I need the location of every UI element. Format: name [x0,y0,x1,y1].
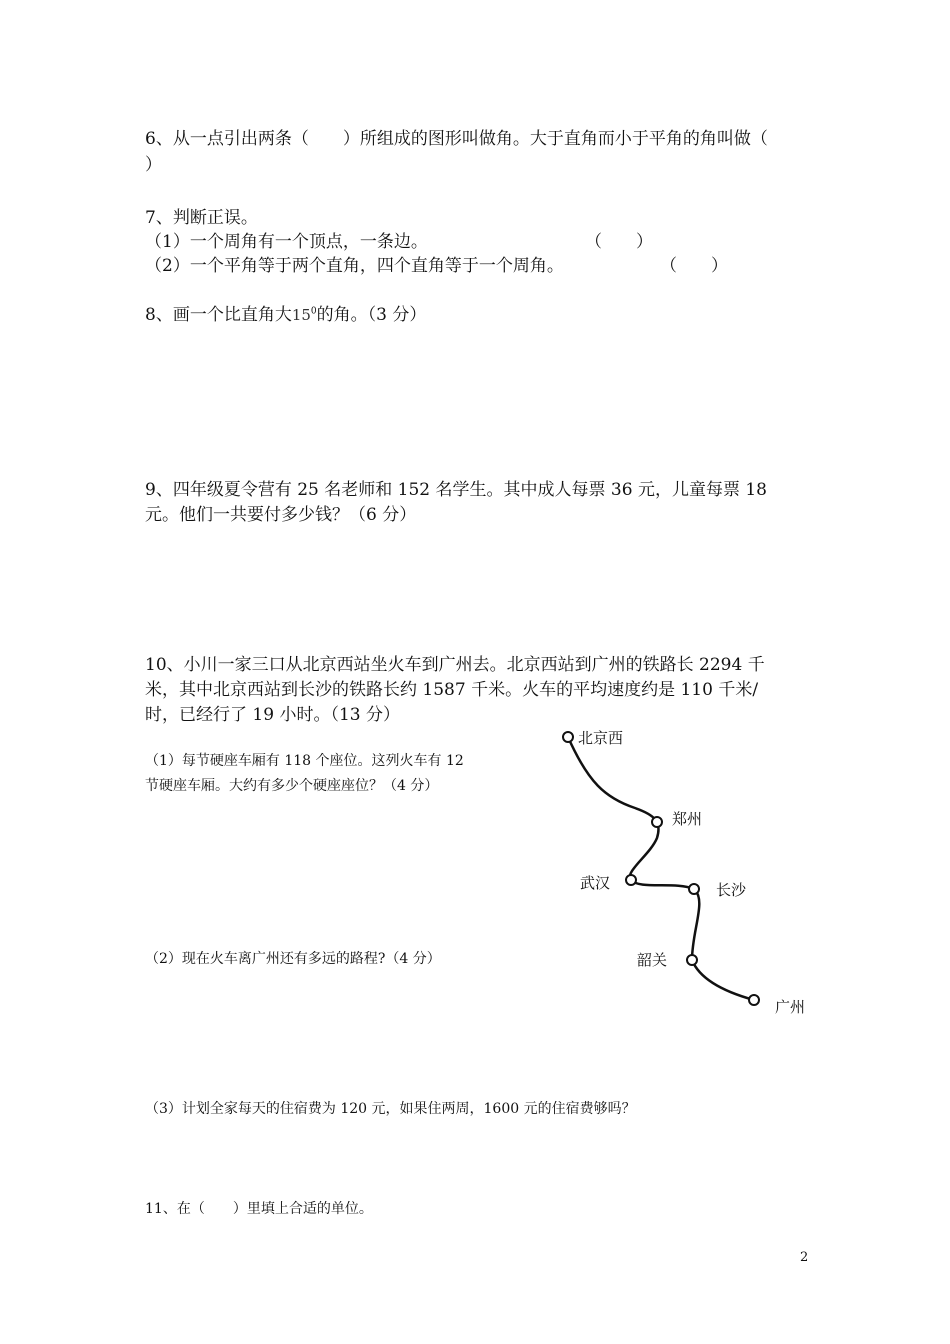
station-label-changsha: 长沙 [716,881,747,899]
q8-before: 8、画一个比直角大 [145,305,292,325]
station-label-beijingxi: 北京西 [578,729,624,747]
station-marker-wuhan [626,875,636,885]
q7-item2-blank: （ ） [660,256,728,276]
q7-item2: （2）一个平角等于两个直角，四个直角等于一个周角。 [145,256,564,276]
q7-item1-blank: （ ） [585,232,653,252]
q10-sub1-line1: （1）每节硬座车厢有 118 个座位。这列火车有 12 [145,753,464,769]
q7-item1: （1）一个周角有一个顶点，一条边。 [145,232,428,252]
q6-line1: 6、从一点引出两条（ ）所组成的图形叫做角。大于直角而小于平角的角叫做（ [145,129,768,149]
q8-after: 的角。（3 分） [316,305,427,325]
q10-line3: 时，已经行了 19 小时。（13 分） [145,705,400,725]
station-marker-guangzhou [749,995,759,1005]
q7-title: 7、判断正误。 [145,208,258,228]
station-label-shaoguan: 韶关 [637,951,668,969]
q10-sub2: （2）现在火车离广州还有多远的路程?（4 分） [145,951,441,967]
q6-line2: ） [145,155,162,175]
station-label-guangzhou: 广州 [775,998,806,1016]
q8-degree: 0 [310,306,317,317]
q9-line1: 9、四年级夏令营有 25 名老师和 152 名学生。其中成人每票 36 元，儿童每票 18 [145,480,767,500]
station-marker-beijingxi [563,732,573,742]
station-marker-changsha [689,884,699,894]
page-number: 2 [800,1250,809,1265]
q10-line1: 10、小川一家三口从北京西站坐火车到广州去。北京西站到广州的铁路长 2294 千 [145,655,765,675]
q10-line2: 米，其中北京西站到长沙的铁路长约 1587 千米。火车的平均速度约是 110 千米/ [145,680,759,700]
station-marker-zhengzhou [652,817,662,827]
q11-text: 11、在（ ）里填上合适的单位。 [145,1201,373,1217]
q10-sub3: （3）计划全家每天的住宿费为 120 元，如果住两周，1600 元的住宿费够吗？ [145,1101,636,1117]
station-label-wuhan: 武汉 [580,874,611,892]
station-label-zhengzhou: 郑州 [672,810,703,828]
q9-line2: 元。他们一共要付多少钱？（6 分） [145,505,417,525]
station-marker-shaoguan [687,955,697,965]
q10-sub1-line2: 节硬座车厢。大约有多少个硬座座位？（4 分） [145,778,439,794]
q8-angle: 15 [291,306,311,324]
